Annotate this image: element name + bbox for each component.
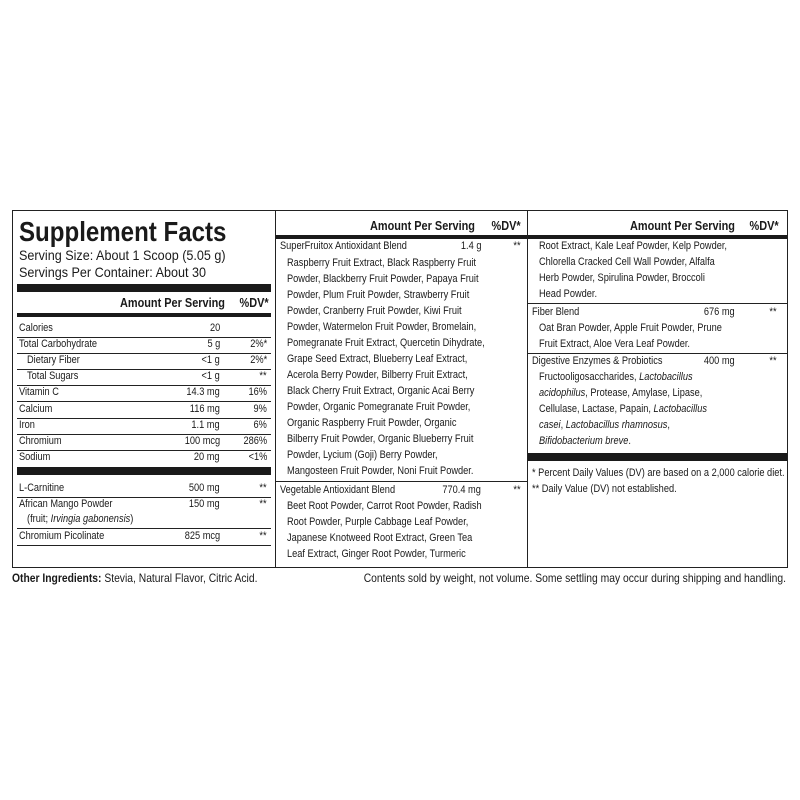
- ingredient-line: [539, 418, 670, 433]
- blend-panel-right: [527, 210, 788, 568]
- ingredient-line: [539, 402, 707, 417]
- other-ingredients-label: Other Ingredients:: [12, 571, 102, 585]
- nutrient-dv: **: [259, 530, 267, 542]
- nutrient-name: Chromium Picolinate: [19, 530, 105, 542]
- divider-medium: [17, 313, 271, 317]
- nutrient-name: Dietary Fiber: [27, 354, 80, 366]
- nutrient-dv: 9%: [253, 403, 267, 415]
- row-divider: [17, 545, 271, 546]
- ingredient-text: Cellulase, Lactase, Papain,: [539, 403, 654, 415]
- ingredient-latin: Lactobacillus: [639, 371, 693, 383]
- blend-dv: **: [769, 306, 777, 318]
- ingredient-line: Powder, Organic Pomegranate Fruit Powder,: [287, 401, 471, 413]
- ingredient-line: Organic Raspberry Fruit Powder, Organic: [287, 417, 457, 429]
- nutrient-amount: 500 mg: [189, 482, 220, 494]
- nutrient-amount: 14.3 mg: [186, 386, 220, 398]
- ingredient-line: [539, 434, 631, 449]
- nutrient-amount: 20: [209, 322, 220, 334]
- ingredient-line: Grape Seed Extract, Blueberry Leaf Extract,: [287, 353, 468, 365]
- ingredient-text: ,: [560, 419, 566, 431]
- ingredient-line: Herb Powder, Spirulina Powder, Broccoli: [539, 272, 705, 284]
- ingredient-line: Mangosteen Fruit Powder, Noni Fruit Powder.: [287, 465, 474, 477]
- blend-amount: 676 mg: [704, 306, 735, 318]
- nutrient-amount: <1 g: [201, 354, 220, 366]
- other-ingredients: [12, 571, 257, 586]
- blend-amount: 400 mg: [704, 355, 735, 367]
- footnote-not-established: ** Daily Value (DV) not established.: [532, 483, 677, 495]
- ingredient-line: Chlorella Cracked Cell Wall Powder, Alfalfa: [539, 256, 715, 268]
- ingredient-text: , Protease, Amylase, Lipase,: [585, 387, 703, 399]
- ingredient-line: Powder, Plum Fruit Powder, Strawberry Fruit: [287, 289, 470, 301]
- nutrient-dv: <1%: [248, 451, 267, 463]
- ingredient-line: Powder, Blackberry Fruit Powder, Papaya Fruit: [287, 273, 479, 285]
- ingredient-line: [539, 370, 693, 385]
- nutrient-dv: 2%*: [250, 338, 267, 350]
- amount-header: Amount Per Serving: [370, 218, 475, 233]
- blend-dv: **: [513, 240, 521, 252]
- ingredient-latin: Lactobacillus rhamnosus: [565, 419, 668, 431]
- row-divider: [17, 418, 271, 419]
- dv-header: %DV*: [749, 218, 779, 233]
- ingredient-text: ,: [667, 419, 671, 431]
- ingredient-line: [539, 386, 702, 401]
- nutrient-name: Total Sugars: [27, 370, 79, 382]
- ingredient-text: .: [628, 435, 631, 447]
- nutrient-name: Chromium: [19, 435, 62, 447]
- ingredient-line: Oat Bran Powder, Apple Fruit Powder, Prune: [539, 322, 722, 334]
- nutrient-amount: 100 mcg: [184, 435, 220, 447]
- nutrient-name: Sodium: [19, 451, 51, 463]
- ingredient-line: Powder, Cranberry Fruit Powder, Kiwi Fruit: [287, 305, 462, 317]
- panel-title: Supplement Facts: [19, 216, 227, 247]
- ingredient-line: Leaf Extract, Ginger Root Powder, Turmeric: [287, 548, 466, 560]
- nutrient-name: Calcium: [19, 403, 53, 415]
- nutrient-name: African Mango Powder: [19, 498, 113, 510]
- nutrient-amount: 20 mg: [194, 451, 220, 463]
- blend-dv: **: [769, 355, 777, 367]
- nutrient-amount: 5 g: [207, 338, 220, 350]
- ingredient-line: Powder, Watermelon Fruit Powder, Bromelain,: [287, 321, 477, 333]
- row-divider: [17, 401, 271, 402]
- row-divider: [528, 303, 787, 304]
- ingredient-line: Root Extract, Kale Leaf Powder, Kelp Powder,: [539, 240, 727, 252]
- divider-thick: [17, 284, 271, 292]
- blend-name: Vegetable Antioxidant Blend: [280, 484, 396, 496]
- nutrient-dv: **: [259, 498, 267, 510]
- nutrient-dv: **: [259, 370, 267, 382]
- nutrient-dv: 286%: [243, 435, 267, 447]
- ingredient-line: Pomegranate Fruit Extract, Quercetin Dihydrate,: [287, 337, 485, 349]
- ingredient-latin: Bifidobacterium breve: [539, 435, 629, 447]
- nutrient-amount: 825 mcg: [184, 530, 220, 542]
- nutrient-amount: 1.1 mg: [191, 419, 220, 431]
- ingredient-line: Root Powder, Purple Cabbage Leaf Powder,: [287, 516, 469, 528]
- amount-header: Amount Per Serving: [630, 218, 735, 233]
- ingredient-latin: Lactobacillus: [653, 403, 707, 415]
- note-latin-name: Irvingia gabonensis: [50, 513, 131, 525]
- ingredient-line: Raspberry Fruit Extract, Black Raspberry Fruit: [287, 257, 476, 269]
- footnote-dv: * Percent Daily Values (DV) are based on a 2,000 calorie diet.: [532, 467, 785, 479]
- ingredient-text: Fructooligosaccharides,: [539, 371, 640, 383]
- blend-amount: 1.4 g: [460, 240, 481, 252]
- note-text: ): [130, 513, 134, 525]
- settling-note: Contents sold by weight, not volume. Some settling may occur during shipping and handling.: [363, 571, 786, 585]
- ingredient-latin: casei: [539, 419, 561, 431]
- nutrient-amount: 150 mg: [189, 498, 220, 510]
- blend-name: SuperFruitox Antioxidant Blend: [280, 240, 407, 252]
- supplement-facts-panel: [12, 210, 276, 568]
- serving-size: Serving Size: About 1 Scoop (5.05 g): [19, 247, 226, 263]
- nutrient-dv: **: [259, 482, 267, 494]
- nutrient-dv: 6%: [253, 419, 267, 431]
- nutrient-name: Iron: [19, 419, 35, 431]
- nutrient-dv: 2%*: [250, 354, 267, 366]
- ingredient-line: Fruit Extract, Aloe Vera Leaf Powder.: [539, 338, 691, 350]
- note-text: (fruit;: [27, 513, 51, 525]
- nutrient-name: Vitamin C: [19, 386, 59, 398]
- blend-amount: 770.4 mg: [442, 484, 481, 496]
- divider-thick: [528, 453, 787, 461]
- other-ingredients-value: Stevia, Natural Flavor, Citric Acid.: [101, 571, 258, 585]
- ingredient-line: Black Cherry Fruit Extract, Organic Acai Berry: [287, 385, 475, 397]
- servings-per-container: Servings Per Container: About 30: [19, 264, 207, 280]
- blend-dv: **: [513, 484, 521, 496]
- nutrient-amount: 116 mg: [189, 403, 220, 415]
- blend-name: Fiber Blend: [532, 306, 580, 318]
- nutrient-dv: 16%: [248, 386, 267, 398]
- nutrient-name: L-Carnitine: [19, 482, 65, 494]
- nutrient-amount: <1 g: [201, 370, 220, 382]
- nutrient-name: Calories: [19, 322, 53, 334]
- row-divider: [276, 481, 527, 482]
- ingredient-line: Powder, Lycium (Goji) Berry Powder,: [287, 449, 438, 461]
- ingredient-latin: acidophilus: [539, 387, 586, 399]
- divider-thick: [17, 467, 271, 475]
- mango-botanical-note: [27, 512, 133, 527]
- dv-header: %DV*: [239, 295, 269, 310]
- dv-header: %DV*: [491, 218, 521, 233]
- ingredient-line: Acerola Berry Powder, Bilberry Fruit Extract,: [287, 369, 468, 381]
- ingredient-line: Japanese Knotweed Root Extract, Green Tea: [287, 532, 473, 544]
- ingredient-line: Bilberry Fruit Powder, Organic Blueberry Fruit: [287, 433, 474, 445]
- nutrient-name: Total Carbohydrate: [19, 338, 98, 350]
- blend-name: Digestive Enzymes & Probiotics: [532, 355, 663, 367]
- ingredient-line: Beet Root Powder, Carrot Root Powder, Radish: [287, 500, 482, 512]
- row-divider: [17, 450, 271, 451]
- ingredient-line: Head Powder.: [539, 288, 598, 300]
- amount-header: Amount Per Serving: [120, 295, 225, 310]
- blend-panel-middle: [276, 210, 528, 568]
